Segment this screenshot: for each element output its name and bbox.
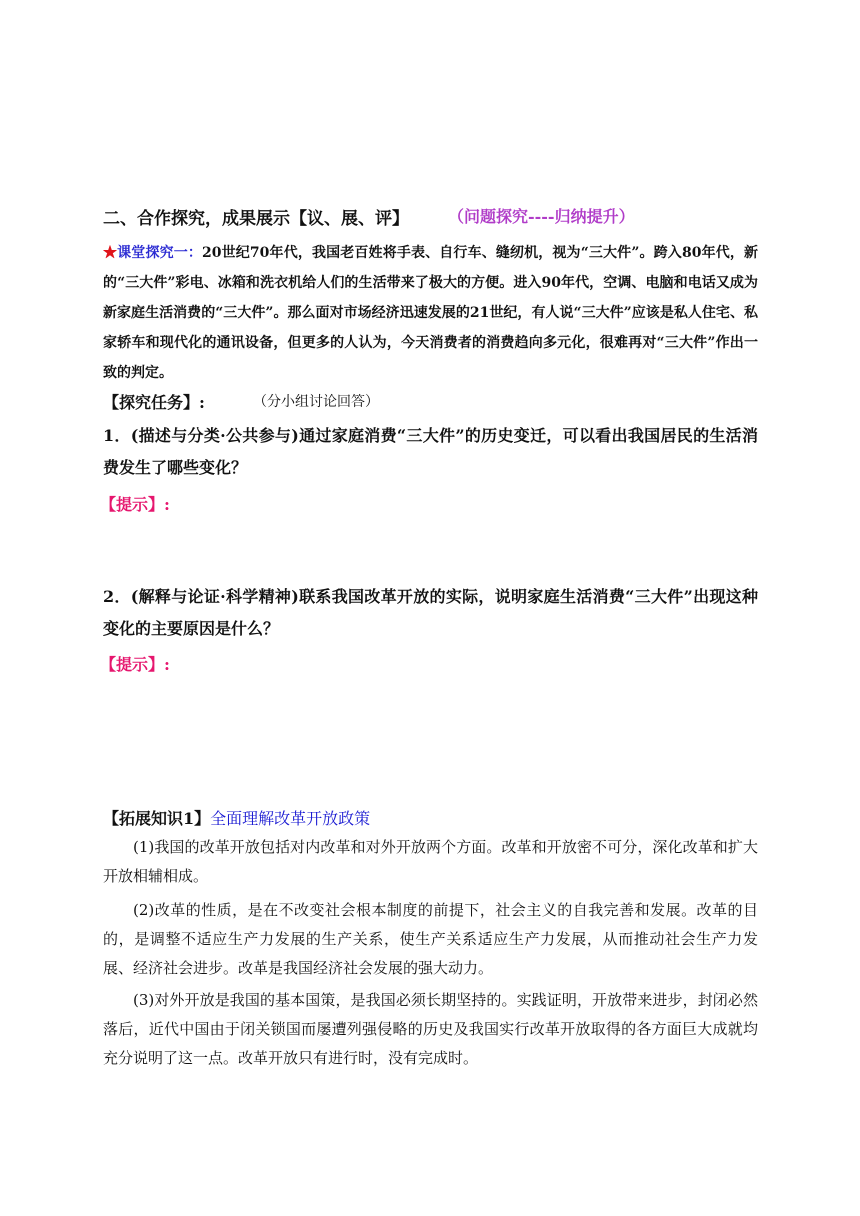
extension-paragraph-1: (1)我国的改革开放包括对内改革和对外开放两个方面。改革和开放密不可分，深化改革和扩大开放相辅相成。 xyxy=(103,838,758,885)
extension-paragraph-2: (2)改革的性质，是在不改变社会根本制度的前提下，社会主义的自我完善和发展。改革的目的，是调整不适应生产力发展的生产关系，使生产关系适应生产力发展，从而推动社会生产力发展、经济社会进步。改革是我国经济社会发展的强大动力。 xyxy=(103,901,758,977)
question-1: 1．(描述与分类·公共参与)通过家庭消费“三大件”的历史变迁，可以看出我国居民的生活消费发生了哪些变化？ xyxy=(103,426,758,477)
extension-heading: 全面理解改革开放政策 xyxy=(210,809,371,828)
question-2: 2．(解释与论证·科学精神)联系我国改革开放的实际，说明家庭生活消费“三大件”出现这种变化的主要原因是什么？ xyxy=(103,587,758,638)
explore-paragraph xyxy=(103,238,758,388)
extension-paragraph-3: (3)对外开放是我国的基本国策，是我国必须长期坚持的。实践证明，开放带来进步，封闭必然落后，近代中国由于闭关锁国而屡遭列强侵略的历史及我国实行改革开放取得的各方面巨大成就均充分说明了这一点。改革开放只有进行时，没有完成时。 xyxy=(103,991,758,1067)
task-note: （分小组讨论回答） xyxy=(253,394,379,410)
extension-label: 【拓展知识1】 xyxy=(103,809,211,828)
explore-label: 课堂探究一： xyxy=(117,245,203,261)
explore-text: 20世纪70年代，我国老百姓将手表、自行车、缝纫机，视为“三大件”。跨入80年代，新的“三大件”彩电、冰箱和洗衣机给人们的生活带来了极大的方便。进入90年代，空调、电脑和电话又成为新家庭生活消费的“三大件”。那么面对市场经济迅速发展的21世纪，有人说“三大件”应该是私人住宅、私家轿车和现代化的通讯设备，但更多的人认为，今天消费者的消费趋向多元化，很难再对“三大件”作出一致的判定。 xyxy=(103,245,759,381)
task-title: 【探究任务】: xyxy=(103,393,205,412)
extension-title xyxy=(103,806,370,829)
hint-2: 【提示】: xyxy=(100,655,170,674)
hint-1: 【提示】: xyxy=(100,495,170,514)
section-subheading: （问题探究----归纳提升） xyxy=(448,207,635,226)
section-heading: 二、合作探究，成果展示【议、展、评】 xyxy=(103,209,409,229)
star-icon: ★ xyxy=(103,245,118,261)
